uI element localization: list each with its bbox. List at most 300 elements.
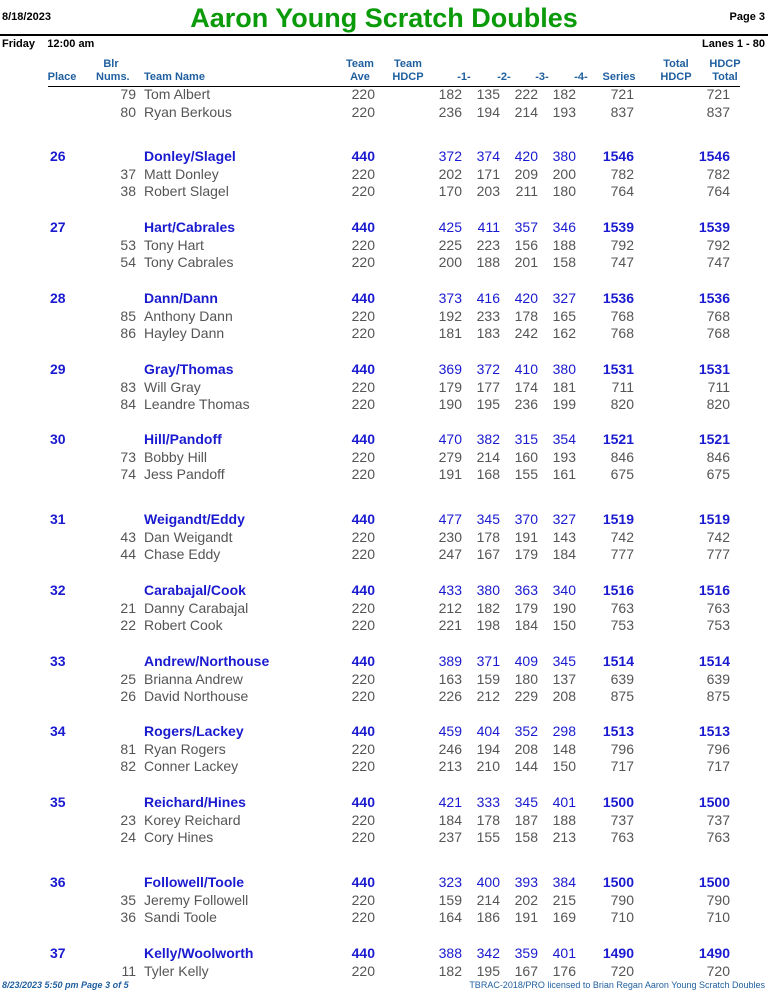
team-game-1: 323 (438, 874, 462, 890)
bowler-game-3: 178 (514, 307, 538, 324)
team-name: Carabajal/Cook (144, 582, 246, 598)
team-game-3: 370 (514, 511, 538, 527)
team-game-3: 345 (514, 794, 538, 810)
col-place: Place (47, 71, 77, 83)
bowler-game-4: 161 (552, 466, 576, 483)
bowler-row (0, 909, 768, 927)
bowler-average: 220 (351, 236, 375, 253)
team-average: 440 (351, 290, 375, 306)
bowler-game-1: 164 (438, 909, 462, 926)
team-game-4: 401 (552, 794, 576, 810)
bowler-game-4: 180 (552, 183, 576, 200)
bowler-game-1: 226 (438, 688, 462, 705)
bowler-series: 753 (610, 617, 634, 634)
page-number: Page 3 (729, 11, 765, 23)
col-team-hdcp-bottom: HDCP (392, 71, 424, 83)
team-game-2: 345 (476, 511, 500, 527)
bowler-game-2: 171 (476, 165, 500, 182)
bowler-game-4: 150 (552, 617, 576, 634)
bowler-game-1: 246 (438, 740, 462, 757)
team-average: 440 (351, 219, 375, 235)
team-row (0, 290, 768, 308)
bowler-row (0, 829, 768, 847)
bowler-game-1: 181 (438, 325, 462, 342)
bowler-name: Robert Cook (144, 617, 223, 634)
bowler-game-2: 177 (476, 378, 500, 395)
bowler-game-4: 148 (552, 740, 576, 757)
team-hdcp-total: 1490 (698, 945, 730, 961)
bowler-hdcp-total: 639 (706, 670, 730, 687)
bowler-average: 220 (351, 829, 375, 846)
bowler-number: 86 (120, 325, 136, 342)
bowler-game-1: 213 (438, 758, 462, 775)
bowler-game-2: 188 (476, 254, 500, 271)
bowler-average: 220 (351, 670, 375, 687)
bowler-series: 782 (610, 165, 634, 182)
bowler-number: 79 (120, 86, 136, 102)
bowler-name: Ryan Berkous (144, 104, 232, 120)
bowler-hdcp-total: 720 (706, 962, 730, 979)
session-time: 12:00 am (47, 38, 95, 50)
bowler-name: Korey Reichard (144, 811, 241, 828)
bowler-series: 764 (610, 183, 634, 200)
bowler-hdcp-total: 721 (706, 86, 730, 102)
col-blr-bottom: Nums. (96, 71, 130, 83)
col-hdcp-total-top: HDCP (709, 58, 741, 70)
team-game-3: 357 (514, 219, 538, 235)
bowler-game-1: 159 (438, 891, 462, 908)
bowler-hdcp-total: 790 (706, 891, 730, 908)
bowler-game-1: 237 (438, 829, 462, 846)
bowler-row (0, 600, 768, 618)
bowler-number: 21 (120, 599, 136, 616)
col-team-ave-bottom: Ave (350, 71, 370, 83)
bowler-game-3: 201 (514, 254, 538, 271)
bowler-name: Leandre Thomas (144, 396, 250, 413)
team-game-1: 389 (438, 653, 462, 669)
team-name: Donley/Slagel (144, 148, 236, 164)
bowler-number: 22 (120, 617, 136, 634)
bowler-game-4: 182 (552, 86, 576, 102)
col-team-hdcp-top: Team (394, 58, 422, 70)
bowler-row (0, 86, 768, 104)
col-team-name: Team Name (144, 71, 205, 83)
bowler-series: 796 (610, 740, 634, 757)
team-series: 1531 (602, 361, 634, 377)
bowler-average: 220 (351, 378, 375, 395)
team-game-4: 380 (552, 361, 576, 377)
bowler-name: Tom Albert (144, 86, 211, 102)
bowler-name: Cory Hines (144, 829, 214, 846)
bowler-series: 875 (610, 688, 634, 705)
col-hdcp-total-bottom: Total (712, 71, 738, 83)
bowler-game-1: 182 (438, 86, 462, 102)
team-hdcp-total: 1500 (698, 794, 730, 810)
bowler-game-4: 199 (552, 396, 576, 413)
bowler-number: 23 (120, 811, 136, 828)
bowler-row (0, 379, 768, 397)
bowler-number: 38 (120, 183, 136, 200)
bowler-average: 220 (351, 325, 375, 342)
team-average: 440 (351, 361, 375, 377)
bowler-series: 720 (610, 962, 634, 979)
team-game-3: 352 (514, 723, 538, 739)
team-average: 440 (351, 148, 375, 164)
bowler-game-3: 184 (514, 617, 538, 634)
bowler-series: 837 (610, 104, 634, 120)
bowler-number: 26 (120, 688, 136, 705)
team-place: 31 (50, 511, 66, 527)
bowler-average: 220 (351, 891, 375, 908)
bowler-game-2: 168 (476, 466, 500, 483)
license-text: TBRAC-2018/PRO licensed to Brian Regan Aaron Young Scratch Doubles (469, 980, 765, 990)
bowler-hdcp-total: 820 (706, 396, 730, 413)
bowler-average: 220 (351, 528, 375, 545)
bowler-average: 220 (351, 254, 375, 271)
team-series: 1521 (602, 431, 634, 447)
bowler-row (0, 812, 768, 830)
bowler-average: 220 (351, 307, 375, 324)
col-team-ave-top: Team (346, 58, 374, 70)
team-game-3: 363 (514, 582, 538, 598)
bowler-game-2: 210 (476, 758, 500, 775)
bowler-number: 43 (120, 528, 136, 545)
team-place: 33 (50, 653, 66, 669)
team-game-1: 433 (438, 582, 462, 598)
bowler-series: 639 (610, 670, 634, 687)
bowler-hdcp-total: 711 (707, 378, 730, 395)
team-series: 1546 (602, 148, 634, 164)
bowler-series: 792 (610, 236, 634, 253)
team-row (0, 945, 768, 963)
col-team-hdcp (388, 58, 428, 84)
bowler-series: 790 (610, 891, 634, 908)
bowler-average: 220 (351, 740, 375, 757)
bowler-series: 742 (610, 528, 634, 545)
bowler-game-4: 143 (552, 528, 576, 545)
team-name: Gray/Thomas (144, 361, 234, 377)
team-game-4: 354 (552, 431, 576, 447)
team-game-4: 340 (552, 582, 576, 598)
team-game-2: 380 (476, 582, 500, 598)
team-average: 440 (351, 653, 375, 669)
team-series: 1514 (602, 653, 634, 669)
bowler-game-4: 184 (552, 546, 576, 563)
bowler-game-3: 242 (514, 325, 538, 342)
col-total-hdcp-bottom: HDCP (660, 71, 692, 83)
team-average: 440 (351, 431, 375, 447)
team-game-2: 416 (476, 290, 500, 306)
bowler-average: 220 (351, 104, 375, 120)
bowler-number: 83 (120, 378, 136, 395)
bowler-game-4: 193 (552, 448, 576, 465)
bowler-game-1: 190 (438, 396, 462, 413)
bowler-game-2: 178 (476, 811, 500, 828)
print-timestamp: 8/23/2023 5:50 pm Page 3 of 5 (2, 980, 129, 990)
team-game-3: 420 (514, 148, 538, 164)
bowler-row (0, 449, 768, 467)
team-game-3: 315 (514, 431, 538, 447)
team-name: Rogers/Lackey (144, 723, 244, 739)
bowler-row (0, 396, 768, 414)
team-name: Weigandt/Eddy (144, 511, 245, 527)
bowler-game-2: 194 (476, 104, 500, 120)
bowler-game-4: 169 (552, 909, 576, 926)
team-row (0, 582, 768, 600)
bowler-name: David Northouse (144, 688, 249, 705)
bowler-hdcp-total: 710 (706, 909, 730, 926)
team-name: Dann/Dann (144, 290, 218, 306)
bowler-game-4: 188 (552, 811, 576, 828)
bowler-name: Sandi Toole (144, 909, 217, 926)
bowler-series: 763 (610, 599, 634, 616)
bowler-row (0, 237, 768, 255)
team-hdcp-total: 1514 (698, 653, 730, 669)
bowler-hdcp-total: 846 (706, 448, 730, 465)
bowler-average: 220 (351, 466, 375, 483)
bowler-hdcp-total: 837 (706, 104, 730, 120)
bowler-game-4: 213 (552, 829, 576, 846)
team-row (0, 653, 768, 671)
bowler-game-3: 209 (514, 165, 538, 182)
bowler-name: Tony Hart (144, 236, 204, 253)
bowler-name: Tony Cabrales (144, 254, 234, 271)
team-average: 440 (351, 582, 375, 598)
team-game-3: 393 (514, 874, 538, 890)
col-team-ave (340, 58, 380, 84)
bowler-game-2: 159 (476, 670, 500, 687)
team-place: 37 (50, 945, 66, 961)
bowler-hdcp-total: 742 (706, 528, 730, 545)
bowler-series: 711 (611, 378, 634, 395)
team-name: Hill/Pandoff (144, 431, 222, 447)
lanes-info: Lanes 1 - 80 (702, 38, 765, 50)
bowler-game-1: 202 (438, 165, 462, 182)
bowler-series: 777 (610, 546, 634, 563)
col-blr-top: Blr (103, 58, 119, 70)
team-series: 1500 (602, 794, 634, 810)
team-name: Reichard/Hines (144, 794, 246, 810)
bowler-game-3: 179 (514, 546, 538, 563)
bowler-row (0, 892, 768, 910)
team-game-4: 327 (552, 290, 576, 306)
bowler-game-3: 236 (514, 396, 538, 413)
team-hdcp-total: 1539 (698, 219, 730, 235)
bowler-average: 220 (351, 396, 375, 413)
bowler-game-2: 182 (476, 599, 500, 616)
bowler-game-3: 174 (514, 378, 538, 395)
bowler-series: 721 (610, 86, 634, 102)
bowler-game-1: 279 (438, 448, 462, 465)
bowler-hdcp-total: 768 (706, 307, 730, 324)
bowler-game-2: 198 (476, 617, 500, 634)
bowler-game-2: 167 (476, 546, 500, 563)
bowler-row (0, 688, 768, 706)
bowler-game-4: 162 (552, 325, 576, 342)
bowler-hdcp-total: 796 (706, 740, 730, 757)
bowler-game-4: 165 (552, 307, 576, 324)
bowler-game-2: 233 (476, 307, 500, 324)
bowler-game-2: 186 (476, 909, 500, 926)
bowler-number: 82 (120, 758, 136, 775)
bowler-average: 220 (351, 758, 375, 775)
bowler-name: Robert Slagel (144, 183, 229, 200)
bowler-series: 717 (610, 758, 634, 775)
team-hdcp-total: 1536 (698, 290, 730, 306)
bowler-row (0, 104, 768, 122)
team-game-1: 421 (438, 794, 462, 810)
bowler-game-2: 194 (476, 740, 500, 757)
bowler-number: 36 (120, 909, 136, 926)
bowler-game-1: 247 (438, 546, 462, 563)
bowler-number: 74 (120, 466, 136, 483)
bowler-game-3: 167 (514, 962, 538, 979)
col-game4: -4- (574, 71, 588, 83)
col-series: Series (602, 71, 636, 83)
bowler-hdcp-total: 792 (706, 236, 730, 253)
bowler-name: Dan Weigandt (144, 528, 233, 545)
bowler-game-2: 155 (476, 829, 500, 846)
bowler-game-2: 195 (476, 396, 500, 413)
team-series: 1519 (602, 511, 634, 527)
bowler-game-1: 230 (438, 528, 462, 545)
team-series: 1513 (602, 723, 634, 739)
team-row (0, 794, 768, 812)
bowler-game-3: 222 (514, 86, 538, 102)
bowler-hdcp-total: 764 (706, 183, 730, 200)
team-game-1: 470 (438, 431, 462, 447)
bowler-row (0, 183, 768, 201)
bowler-game-1: 182 (438, 962, 462, 979)
bowler-game-3: 214 (514, 104, 538, 120)
bowler-row (0, 325, 768, 343)
team-hdcp-total: 1521 (698, 431, 730, 447)
bowler-game-1: 225 (438, 236, 462, 253)
team-game-4: 401 (552, 945, 576, 961)
bowler-game-4: 215 (552, 891, 576, 908)
bowler-average: 220 (351, 448, 375, 465)
team-game-1: 388 (438, 945, 462, 961)
bowler-number: 37 (120, 165, 136, 182)
bowler-hdcp-total: 675 (706, 466, 730, 483)
bowler-name: Jess Pandoff (144, 466, 225, 483)
bowler-name: Anthony Dann (144, 307, 233, 324)
bowler-series: 768 (610, 325, 634, 342)
team-game-2: 382 (476, 431, 500, 447)
team-game-2: 371 (476, 653, 500, 669)
team-game-4: 327 (552, 511, 576, 527)
team-row (0, 511, 768, 529)
bowler-game-1: 221 (438, 617, 462, 634)
team-place: 34 (50, 723, 66, 739)
bowler-game-1: 163 (438, 670, 462, 687)
bowler-game-3: 187 (514, 811, 538, 828)
bowler-game-1: 184 (438, 811, 462, 828)
bowler-hdcp-total: 782 (706, 165, 730, 182)
bowler-game-2: 212 (476, 688, 500, 705)
bowler-hdcp-total: 875 (706, 688, 730, 705)
team-game-2: 404 (476, 723, 500, 739)
team-average: 440 (351, 723, 375, 739)
bowler-game-4: 208 (552, 688, 576, 705)
bowler-number: 85 (120, 307, 136, 324)
bowler-average: 220 (351, 688, 375, 705)
team-place: 36 (50, 874, 66, 890)
bowler-hdcp-total: 763 (706, 829, 730, 846)
team-game-3: 420 (514, 290, 538, 306)
bowler-row (0, 963, 768, 981)
bowler-game-1: 236 (438, 104, 462, 120)
team-place: 35 (50, 794, 66, 810)
bowler-game-2: 183 (476, 325, 500, 342)
bowler-hdcp-total: 763 (706, 599, 730, 616)
bowler-game-1: 212 (438, 599, 462, 616)
bowler-game-3: 191 (514, 909, 538, 926)
team-series: 1500 (602, 874, 634, 890)
team-average: 440 (351, 794, 375, 810)
bowler-hdcp-total: 753 (706, 617, 730, 634)
bowler-average: 220 (351, 183, 375, 200)
team-row (0, 431, 768, 449)
bowler-game-3: 229 (514, 688, 538, 705)
bowler-series: 763 (610, 829, 634, 846)
bowler-number: 54 (120, 254, 136, 271)
bowler-game-3: 156 (514, 236, 538, 253)
bowler-game-2: 214 (476, 891, 500, 908)
bowler-series: 710 (610, 909, 634, 926)
team-place: 26 (50, 148, 66, 164)
bowler-game-4: 193 (552, 104, 576, 120)
bowler-game-4: 200 (552, 165, 576, 182)
team-game-3: 359 (514, 945, 538, 961)
bowler-game-4: 150 (552, 758, 576, 775)
bowler-series: 768 (610, 307, 634, 324)
team-series: 1490 (602, 945, 634, 961)
bowler-row (0, 466, 768, 484)
bowler-game-1: 179 (438, 378, 462, 395)
bowler-game-4: 190 (552, 599, 576, 616)
team-series: 1516 (602, 582, 634, 598)
bowler-hdcp-total: 717 (706, 758, 730, 775)
team-place: 30 (50, 431, 66, 447)
bowler-game-4: 188 (552, 236, 576, 253)
bowler-average: 220 (351, 165, 375, 182)
bowler-row (0, 617, 768, 635)
team-row (0, 874, 768, 892)
team-game-3: 409 (514, 653, 538, 669)
bowler-name: Will Gray (144, 378, 201, 395)
team-game-2: 342 (476, 945, 500, 961)
report-date: 8/18/2023 (2, 11, 51, 23)
bowler-row (0, 254, 768, 272)
bowler-series: 737 (610, 811, 634, 828)
team-game-4: 298 (552, 723, 576, 739)
bowler-name: Chase Eddy (144, 546, 221, 563)
bowler-hdcp-total: 737 (706, 811, 730, 828)
bowler-name: Danny Carabajal (144, 599, 249, 616)
bowler-hdcp-total: 747 (706, 254, 730, 271)
bowler-average: 220 (351, 909, 375, 926)
team-name: Andrew/Northouse (144, 653, 270, 669)
bowler-name: Conner Lackey (144, 758, 239, 775)
bowler-game-1: 191 (438, 466, 462, 483)
col-game2: -2- (497, 71, 511, 83)
bowler-game-2: 203 (476, 183, 500, 200)
report-title: Aaron Young Scratch Doubles (190, 3, 578, 33)
team-game-1: 373 (438, 290, 462, 306)
bowler-game-2: 178 (476, 528, 500, 545)
team-game-4: 384 (552, 874, 576, 890)
